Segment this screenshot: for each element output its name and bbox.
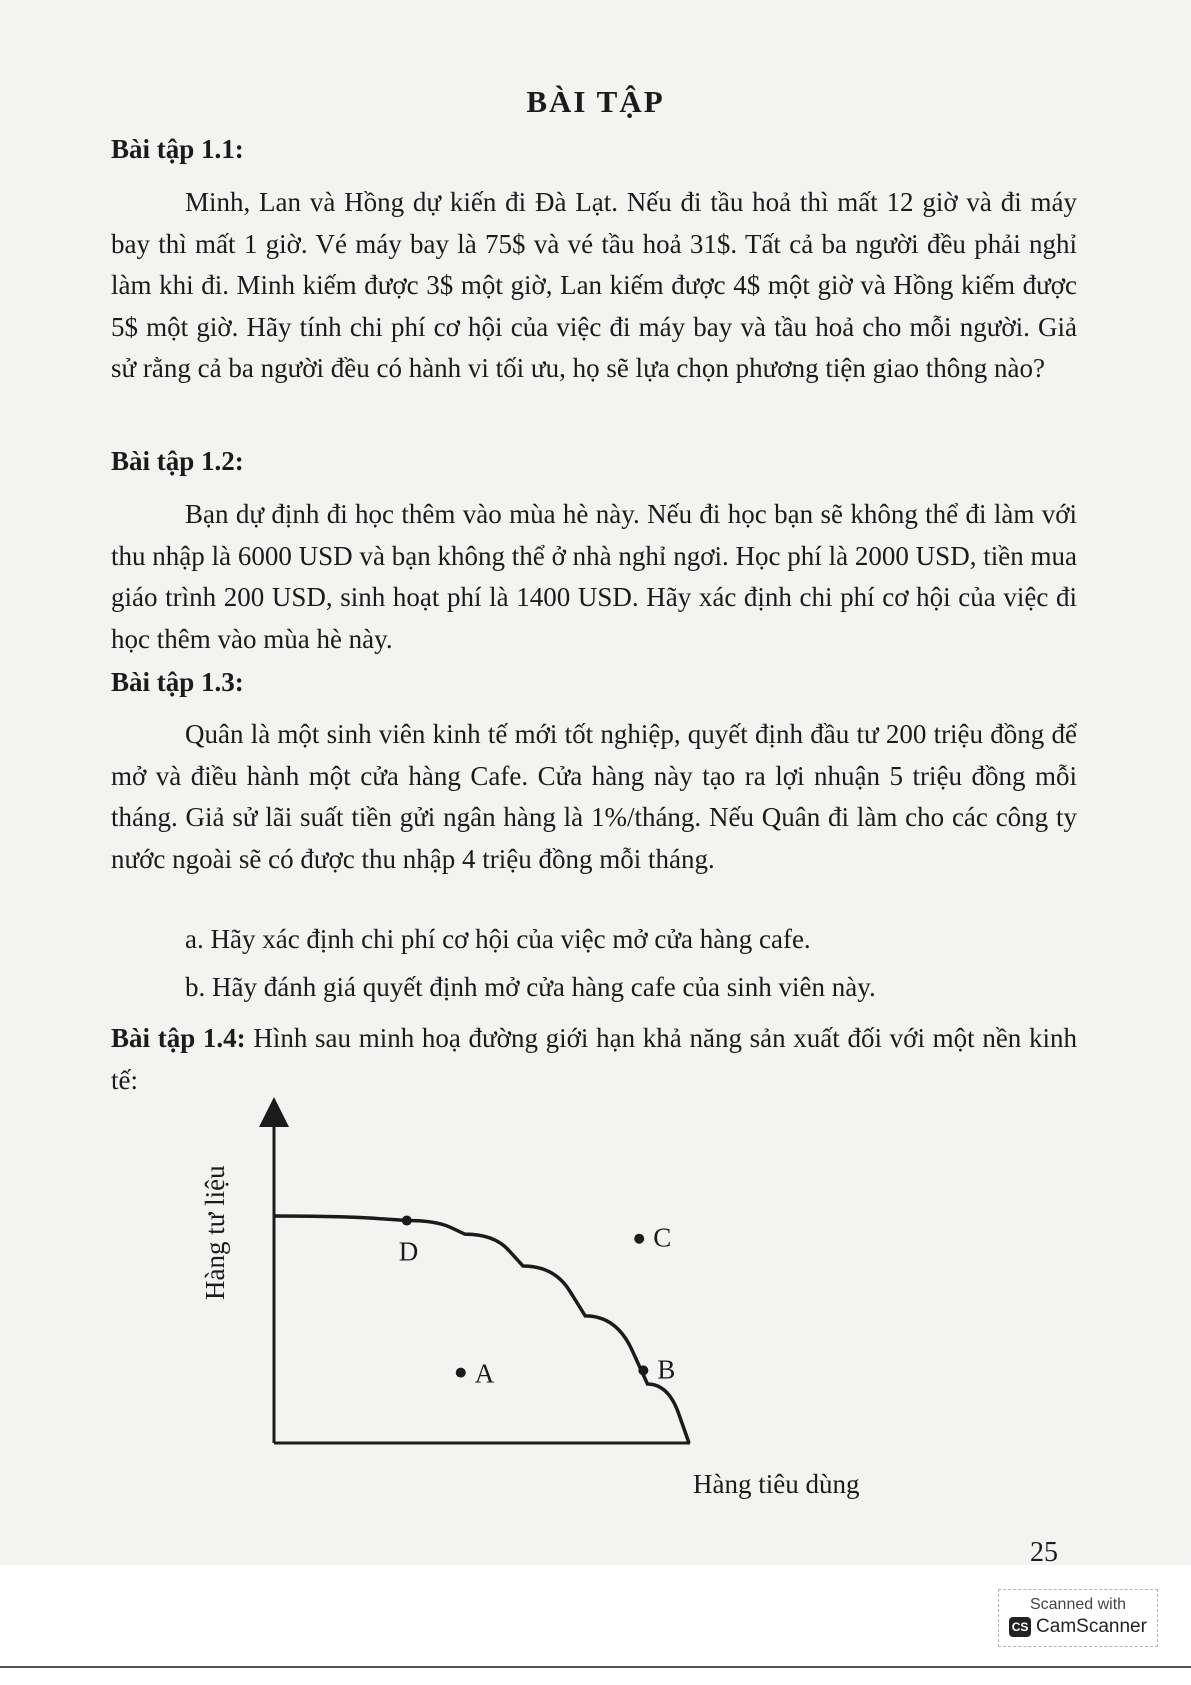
exercise-1-3-sub-b: b. Hãy đánh giá quyết định mở cửa hàng cafe của sinh viên này. (185, 972, 876, 1002)
point-a (456, 1368, 466, 1378)
camscanner-logo-icon: CS (1009, 1617, 1031, 1637)
point-label-d: D (398, 1236, 419, 1267)
exercise-1-4-paragraph (111, 1018, 1077, 1101)
exercise-1-1-text: Minh, Lan và Hồng dự kiến đi Đà Lạt. Nếu đi tầu hoả thì mất 12 giờ và đi máy bay thì mất 1 giờ. Vé máy bay là 75$ và vé tầu hoả 31$. Tất cả ba người đều phải nghỉ làm khi đi. Minh kiếm được 3$ một giờ, Lan kiếm được 4$ một giờ và Hồng kiếm được 5$ một giờ. Hãy tính chi phí cơ hội của việc đi máy bay và tầu hoả cho mỗi người. Giả sử rằng cả ba người đều có hành vi tối ưu, họ sẽ lựa chọn phương tiện giao thông nào? (111, 187, 1077, 383)
badge-brand: CamScanner (1036, 1616, 1147, 1637)
point-c (634, 1234, 644, 1244)
ppf-curve (274, 1216, 689, 1443)
exercise-1-3-sub-a: a. Hãy xác định chi phí cơ hội của việc mở cửa hàng cafe. (185, 924, 811, 954)
ppf-chart (190, 1100, 910, 1520)
page-number: 25 (1030, 1537, 1058, 1568)
exercise-1-4-text: Hình sau minh hoạ đường giới hạn khả năng sản xuất đối với một nền kinh tế: (111, 1023, 1077, 1095)
exercise-1-2-text: Bạn dự định đi học thêm vào mùa hè này. Nếu đi học bạn sẽ không thể đi làm với thu nhập là 6000 USD và bạn không thể ở nhà nghỉ ngơi. Học phí là 2000 USD, tiền mua giáo trình 200 USD, sinh hoạt phí là 1400 USD. Hãy xác định chi phí cơ hội của việc đi học thêm vào mùa hè này. (111, 499, 1077, 654)
badge-line-2 (999, 1616, 1157, 1638)
exercise-1-3-title: Bài tập 1.3: (111, 667, 244, 697)
bottom-rule (0, 1666, 1191, 1668)
exercise-1-3-text: Quân là một sinh viên kinh tế mới tốt nghiệp, quyết định đầu tư 200 triệu đồng để mở và điều hành một cửa hàng Cafe. Cửa hàng này tạo ra lợi nhuận 5 triệu đồng mỗi tháng. Giả sử lãi suất tiền gửi ngân hàng là 1%/tháng. Nếu Quân đi làm cho các công ty nước ngoài sẽ có được thu nhập 4 triệu đồng mỗi tháng. (111, 719, 1077, 874)
point-b (638, 1365, 648, 1375)
point-label-b: B (657, 1354, 676, 1385)
x-axis-label: Hàng tiêu dùng (693, 1469, 860, 1499)
ppf-points (399, 1216, 676, 1389)
badge-line-1: Scanned with (1029, 1596, 1127, 1613)
exercise-1-4-title: Bài tập 1.4: (111, 1023, 246, 1053)
y-axis-label: Hàng tư liệu (200, 1165, 230, 1300)
point-label-c: C (653, 1222, 672, 1253)
exercise-1-2-title: Bài tập 1.2: (111, 446, 244, 476)
camscanner-badge (998, 1589, 1158, 1647)
point-d (402, 1216, 412, 1226)
exercise-1-1-title: Bài tập 1.1: (111, 134, 244, 164)
page-title: BÀI TẬP (526, 84, 665, 119)
point-label-a: A (474, 1358, 495, 1389)
